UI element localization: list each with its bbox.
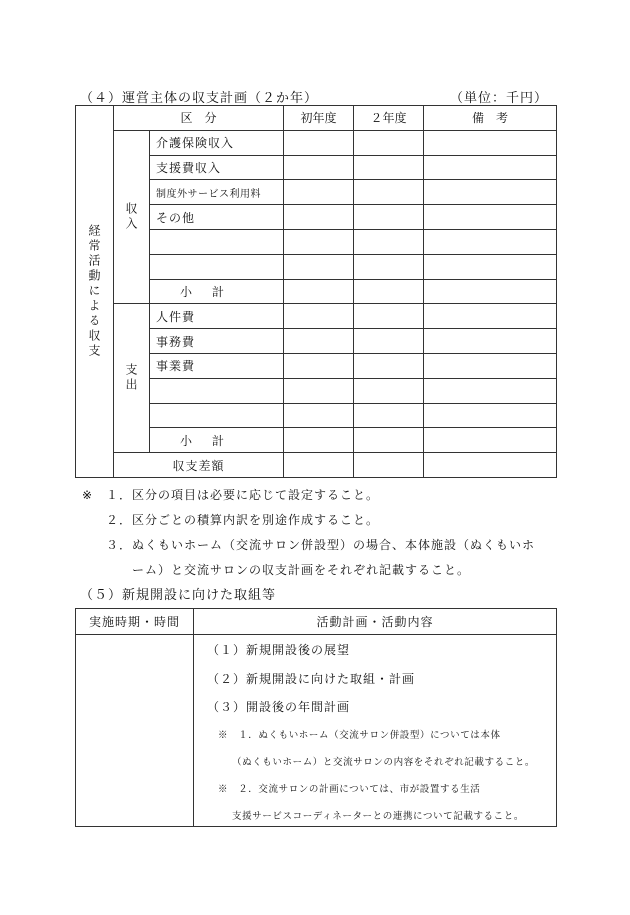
cell[interactable]: [424, 329, 557, 354]
plan-note: ※ １．ぬくもいホーム（交流サロン併設型）については本体: [218, 730, 501, 741]
cell[interactable]: [424, 378, 557, 403]
income-item: 支援費収入: [150, 155, 284, 180]
cell[interactable]: [424, 279, 557, 304]
cell[interactable]: [284, 378, 354, 403]
income-item: [150, 254, 284, 279]
header-year2: ２年度: [354, 106, 424, 131]
cell[interactable]: [354, 329, 424, 354]
balance-row: [76, 453, 557, 478]
cell[interactable]: [354, 180, 424, 205]
expense-item: 事務費: [150, 329, 284, 354]
cell[interactable]: [284, 130, 354, 155]
header-year1: 初年度: [284, 106, 354, 131]
cell[interactable]: [424, 155, 557, 180]
table-row: [76, 130, 557, 155]
cell[interactable]: [424, 229, 557, 254]
cell[interactable]: [284, 329, 354, 354]
cell[interactable]: [284, 205, 354, 230]
expense-item: [150, 403, 284, 428]
income-item: [150, 229, 284, 254]
plan-note: 支援サービスコーディネーターとの連携について記載すること。: [232, 811, 524, 822]
cell[interactable]: [424, 130, 557, 155]
header-when: 実施時期・時間: [76, 609, 194, 635]
expense-subtotal-label: 小 計: [150, 428, 284, 453]
cell[interactable]: [354, 453, 424, 478]
plan-note: （ぬくもいホーム）と交流サロンの内容をそれぞれ記載すること。: [232, 757, 536, 768]
side-label: 経常活動による収支: [76, 106, 114, 478]
plan-header-row: [76, 609, 557, 635]
cell[interactable]: [424, 254, 557, 279]
note-item: ３．ぬくもいホーム（交流サロン併設型）の場合、本体施設（ぬくもいホ: [106, 538, 536, 552]
income-label: 収入: [114, 130, 150, 304]
cell[interactable]: [284, 229, 354, 254]
plan-item: （１）新規開設後の展望: [207, 643, 351, 657]
cell[interactable]: [354, 155, 424, 180]
cell[interactable]: [424, 428, 557, 453]
cell[interactable]: [284, 279, 354, 304]
cell[interactable]: [424, 453, 557, 478]
cell[interactable]: [354, 378, 424, 403]
note-item: １．区分の項目は必要に応じて設定すること。: [106, 488, 380, 502]
expense-label: 支出: [114, 304, 150, 453]
note-item: ーム）と交流サロンの収支計画をそれぞれ記載すること。: [132, 563, 471, 577]
cell[interactable]: [284, 180, 354, 205]
note-item: ２．区分ごとの積算内訳を別途作成すること。: [106, 513, 380, 527]
header-kubun: 区 分: [114, 106, 284, 131]
cell[interactable]: [354, 130, 424, 155]
income-item: 介護保険収入: [150, 130, 284, 155]
cell[interactable]: [354, 428, 424, 453]
cell[interactable]: [424, 353, 557, 378]
cell[interactable]: [284, 254, 354, 279]
cell[interactable]: [284, 453, 354, 478]
notes-list: [106, 483, 576, 583]
cell[interactable]: [284, 304, 354, 329]
budget-header-row: [76, 106, 557, 131]
header-plan: 活動計画・活動内容: [194, 609, 557, 635]
cell[interactable]: [354, 403, 424, 428]
budget-table: [75, 105, 557, 478]
expense-item: 人件費: [150, 304, 284, 329]
when-cell[interactable]: [76, 635, 194, 827]
cell[interactable]: [354, 229, 424, 254]
section5-title: （５）新規開設に向けた取組等: [80, 588, 277, 603]
income-item: その他: [150, 205, 284, 230]
expense-item: [150, 378, 284, 403]
cell[interactable]: [354, 304, 424, 329]
income-subtotal-label: 小 計: [150, 279, 284, 304]
table-row: [76, 304, 557, 329]
section4-title: （４）運営主体の収支計画（２か年）: [80, 91, 319, 106]
cell[interactable]: [284, 155, 354, 180]
balance-label: 収支差額: [114, 453, 284, 478]
cell[interactable]: [284, 403, 354, 428]
cell[interactable]: [424, 304, 557, 329]
unit-label: （単位：千円）: [450, 91, 549, 106]
cell[interactable]: [354, 205, 424, 230]
notes-mark: ※: [82, 488, 94, 502]
cell[interactable]: [424, 403, 557, 428]
expense-item: 事業費: [150, 353, 284, 378]
plan-item: （２）新規開設に向けた取組・計画: [207, 672, 416, 686]
income-item: 制度外サービス利用料: [150, 180, 284, 205]
cell[interactable]: [424, 205, 557, 230]
cell[interactable]: [354, 254, 424, 279]
cell[interactable]: [284, 428, 354, 453]
cell[interactable]: [354, 353, 424, 378]
plan-item: （３）開設後の年間計画: [207, 700, 351, 714]
cell[interactable]: [284, 353, 354, 378]
plan-note: ※ ２．交流サロンの計画については、市が設置する生活: [218, 784, 481, 795]
cell[interactable]: [354, 279, 424, 304]
header-remarks: 備 考: [424, 106, 557, 131]
cell[interactable]: [424, 180, 557, 205]
